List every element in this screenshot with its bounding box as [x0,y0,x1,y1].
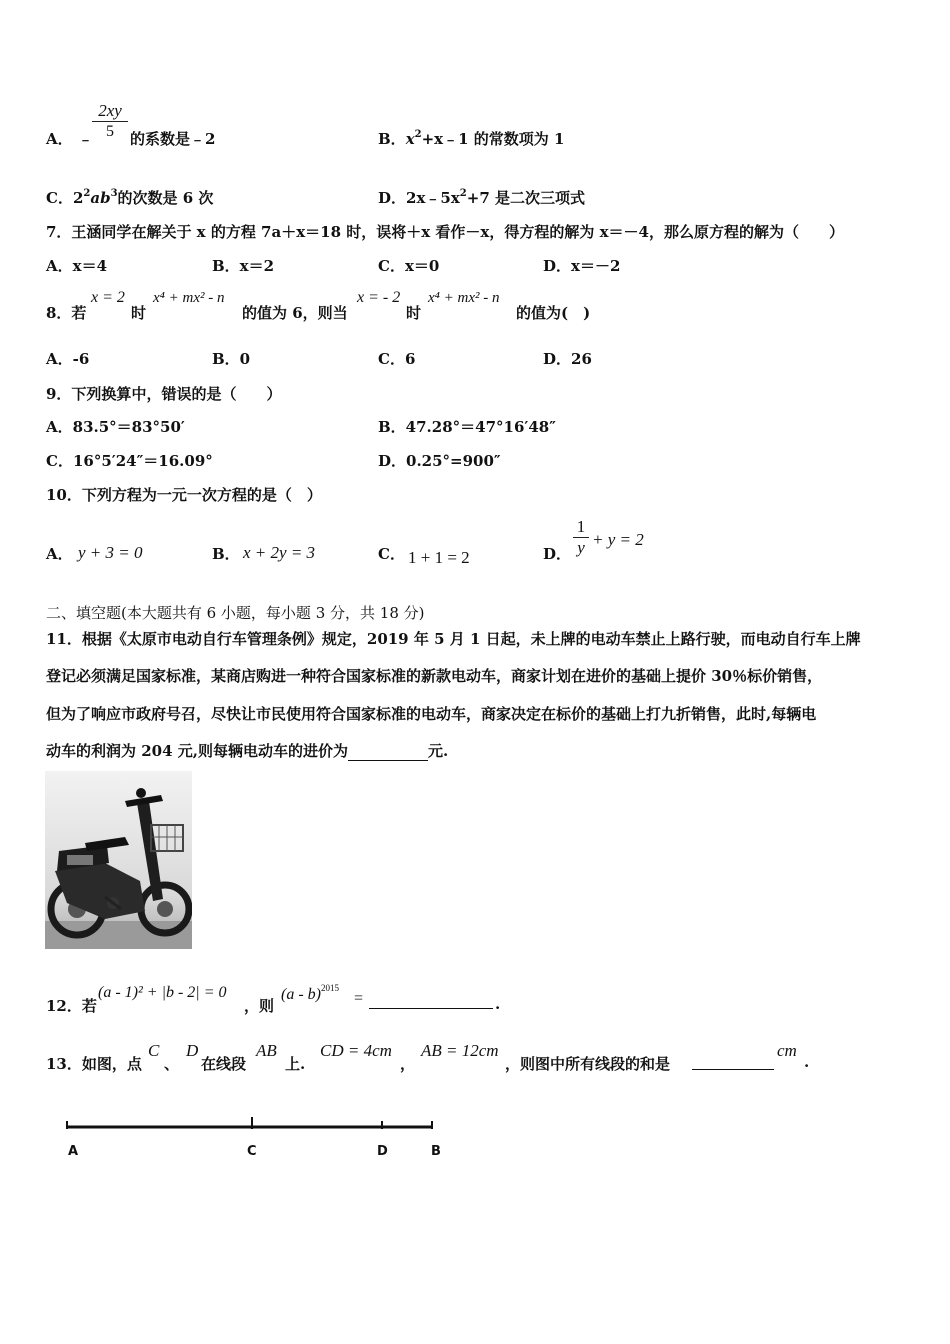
point-label-c: C [247,1144,257,1159]
q10-stem: 10．下列方程为一元一次方程的是（ ） [46,486,322,504]
q10-option-c-expr: 1 + 1 = 2 [408,548,470,567]
q10-option-b-label: B． [212,545,240,563]
q10-option-d-label: D． [543,545,572,563]
q13-point-d: D [186,1041,199,1060]
q9-option-c: C．16°5′24″＝16.09° [46,452,213,470]
q13-ending: . [804,1053,810,1071]
q12-prefix: 12．若 [46,997,97,1015]
q7-stem: 7．王涵同学在解关于 x 的方程 7a＋x＝18 时，误将＋x 看作－x，得方程的解为 x＝－4，那么原方程的解为（ ） [46,223,844,241]
q6-c-text: 的次数是 6 次 [117,189,214,207]
q8-option-d: D．26 [543,350,592,368]
q6-a-numerator: 2xy [98,101,122,120]
q6-c-exp1: 2 [83,188,91,199]
q12-ending: . [495,995,501,1013]
q13-unit: cm [777,1041,797,1060]
q6-option-c [46,187,213,208]
q7-option-a: A．x＝4 [46,257,108,275]
electric-bike-illustration [45,771,192,949]
q9-option-b: B．47.28°＝47°16′48″ [378,418,556,436]
electric-bike-photo [45,771,192,949]
q11-line-2: 登记必须满足国家标准，某商店购进一种符合国家标准的新款电动车，商家计划在进价的基础上提价 30％标价销售， [46,667,823,685]
q6-c-base: 2 [72,189,84,207]
q8-when-1: 时 [131,304,147,322]
q6-d-exponent: 2 [459,188,467,199]
q8-middle-text: 的值为 6，则当 [242,304,348,322]
q6-d-pre: 2x﹣5x [406,189,460,207]
q8-expression-2: x⁴ + mx² - n [428,290,500,306]
q10-d-denominator: y [577,538,585,557]
q11-line-1: 11．根据《太原市电动自行车管理条例》规定，2019 年 5 月 1 日起，未上牌的电动车禁止上路行驶，而电动自行车上牌 [46,630,861,648]
q6-option-a-minus: ﹣ [78,130,94,148]
q8-when-2: 时 [406,304,422,322]
section-2-heading: 二、填空题(本大题共有 6 小题，每小题 3 分，共 18 分) [46,604,425,622]
q6-option-a-text: 的系数是﹣2 [130,130,216,148]
point-label-a: A [68,1144,79,1159]
q12-target-exponent: 2015 [320,983,339,993]
q10-option-c-label: C． [378,545,405,563]
q9-option-a: A．83.5°＝83°50′ [46,418,185,436]
q13-cd-length: CD = 4cm [320,1041,392,1060]
q12-target-expr [281,983,339,1004]
q10-d-numerator: 1 [576,517,586,536]
q6-c-ab: ab [90,189,111,207]
q11-line-3: 但为了响应市政府号召，尽快让市民使用符合国家标准的电动车，商家决定在标价的基础上打九折销售，此时,每辆电 [46,705,817,723]
q7-option-c: C．x＝0 [378,257,440,275]
q6-b-label: B． [378,130,406,148]
q13-on-text: 上. [285,1055,306,1073]
q8-condition-1: x = 2 [91,289,125,306]
q6-b-text: +x﹣1 的常数项为 1 [421,130,565,148]
q8-option-c: C．6 [378,350,416,368]
q12-answer-blank[interactable] [369,992,493,1009]
q11-line-4-pre: 动车的利润为 204 元,则每辆电动车的进价为 [46,742,348,760]
q12-equals: = [354,990,364,1007]
q8-prefix: 8．若 [46,304,87,322]
q10-option-b-expr: x + 2y = 3 [243,543,316,562]
q7-option-d: D．x＝－2 [543,257,621,275]
q8-option-b: B．0 [212,350,251,368]
q9-option-d: D．0.25°=900″ [378,452,501,470]
q7-option-b: B．x＝2 [212,257,275,275]
q10-option-d-fraction [573,517,589,558]
q10-option-d-rest: + y = 2 [592,530,644,549]
q11-line-4-post: 元. [427,742,449,760]
q6-option-d [378,187,585,208]
q6-b-exponent: 2 [414,129,422,140]
q8-option-a: A．-6 [46,350,90,368]
q6-d-text: +7 是二次三项式 [466,189,585,207]
q12-middle: ，则 [244,997,275,1015]
q13-prefix: 13．如图，点 [46,1055,142,1073]
point-label-b: B [431,1144,441,1159]
q13-comma: ， [400,1055,416,1073]
q8-condition-2: x = - 2 [357,289,401,306]
q10-option-a-expr: y + 3 = 0 [78,543,143,562]
q6-b-x: x [405,130,415,148]
q6-option-b [378,128,564,149]
q13-on-segment: 在线段 [201,1055,247,1073]
q6-a-denominator: 5 [106,123,114,140]
q11-answer-blank[interactable] [348,744,428,761]
q6-c-label: C． [46,189,73,207]
q6-option-a-label: A． [46,130,73,148]
q10-option-a-label: A． [46,545,73,563]
q13-separator: 、 [164,1055,180,1073]
q13-ab-length: AB = 12cm [421,1041,499,1060]
q6-c-exp2: 3 [110,188,118,199]
q8-ending: 的值为( ) [516,304,591,322]
q12-target-base: (a - b) [281,986,321,1003]
q11-line-4 [46,740,448,761]
q13-point-c: C [148,1041,160,1060]
q13-question: ，则图中所有线段的和是 [505,1055,671,1073]
point-label-d: D [377,1144,388,1159]
q8-expression-1: x⁴ + mx² - n [153,290,225,306]
q13-segment-ab: AB [256,1041,277,1060]
q12-condition-expr: (a - 1)² + |b - 2| = 0 [98,984,227,1001]
q6-option-a-fraction [92,101,128,142]
q9-stem: 9．下列换算中，错误的是（ ） [46,385,282,403]
segment-figure [60,1112,450,1164]
q6-d-label: D． [378,189,407,207]
q13-answer-blank[interactable] [692,1053,774,1070]
